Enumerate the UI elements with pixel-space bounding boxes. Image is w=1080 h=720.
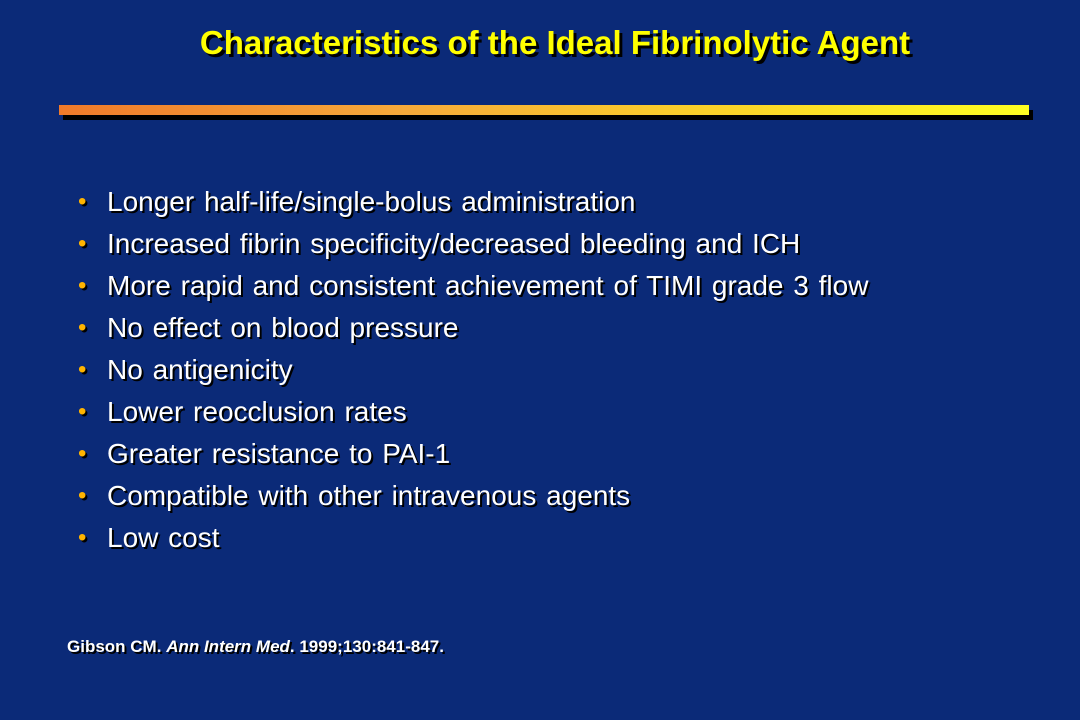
citation-journal: Ann Intern Med bbox=[166, 637, 290, 656]
bullet-text: Longer half-life/single-bolus administration bbox=[107, 186, 636, 217]
list-item bbox=[78, 393, 868, 435]
bullet-icon: • bbox=[78, 398, 87, 425]
bullet-icon: • bbox=[78, 230, 87, 257]
citation bbox=[67, 637, 444, 657]
list-item bbox=[78, 309, 868, 351]
list-item bbox=[78, 183, 868, 225]
citation-details: . 1999;130:841-847. bbox=[289, 637, 444, 656]
slide-title: Characteristics of the Ideal Fibrinolytic Agent bbox=[199, 24, 911, 61]
bullet-text: No antigenicity bbox=[107, 354, 293, 385]
bullet-icon: • bbox=[78, 524, 87, 551]
list-item bbox=[78, 267, 868, 309]
list-item bbox=[78, 477, 868, 519]
bullet-icon: • bbox=[78, 188, 87, 215]
bullet-text: Increased fibrin specificity/decreased bleeding and ICH bbox=[107, 228, 801, 259]
bullet-text: Greater resistance to PAI-1 bbox=[107, 438, 451, 469]
bullet-text: More rapid and consistent achievement of TIMI grade 3 flow bbox=[107, 270, 869, 301]
bullet-text: Lower reocclusion rates bbox=[107, 396, 407, 427]
bullet-icon: • bbox=[78, 272, 87, 299]
citation-author: Gibson CM. bbox=[67, 637, 162, 656]
list-item bbox=[78, 435, 868, 477]
bullet-icon: • bbox=[78, 482, 87, 509]
bullet-icon: • bbox=[78, 356, 87, 383]
bullet-text: Low cost bbox=[107, 522, 220, 553]
bullet-icon: • bbox=[78, 314, 87, 341]
bullet-icon: • bbox=[78, 440, 87, 467]
bullet-list bbox=[78, 183, 868, 561]
list-item bbox=[78, 351, 868, 393]
title-rule bbox=[59, 105, 1029, 115]
bullet-text: No effect on blood pressure bbox=[107, 312, 459, 343]
list-item bbox=[78, 519, 868, 561]
list-item bbox=[78, 225, 868, 267]
bullet-text: Compatible with other intravenous agents bbox=[107, 480, 631, 511]
